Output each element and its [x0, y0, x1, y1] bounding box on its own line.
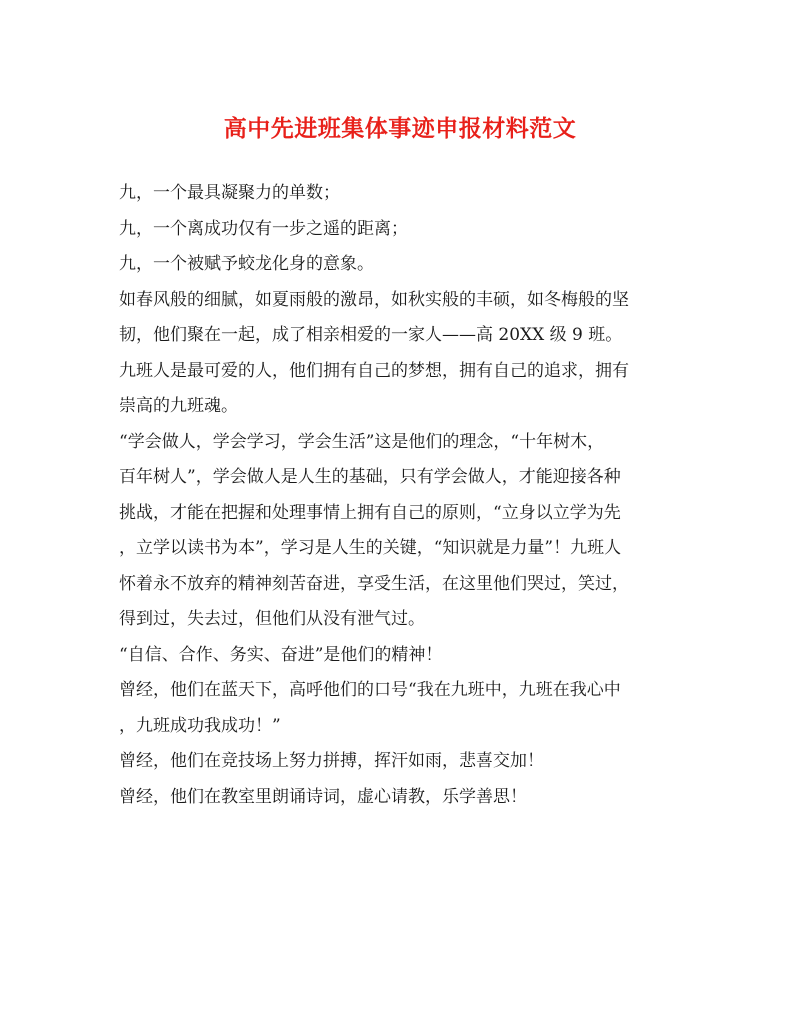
text-line: 挑战，才能在把握和处理事情上拥有自己的原则，“立身以立学为先	[119, 502, 621, 523]
text-line: “学会做人，学会学习，学会生活”这是他们的理念，“十年树木，	[119, 431, 605, 452]
text-line: 九，一个离成功仅有一步之遥的距离；	[119, 218, 408, 239]
text-line: ，九班成功我成功！”	[119, 715, 281, 736]
text-line: 曾经，他们在蓝天下，高呼他们的口号“我在九班中，九班在我心中	[119, 680, 621, 700]
text-line: 得到过，失去过，但他们从没有泄气过。	[119, 609, 425, 629]
document-body	[119, 176, 689, 815]
text-line: “自信、合作、务实、奋进”是他们的精神！	[119, 644, 443, 665]
text-line: 如春风般的细腻，如夏雨般的激昂，如秋实般的丰硕，如冬梅般的坚	[119, 289, 629, 310]
text-line: 怀着永不放弃的精神刻苦奋进，享受生活，在这里他们哭过，笑过，	[119, 573, 629, 594]
text-line: ，立学以读书为本”，学习是人生的关键，“知识就是力量”！九班人	[119, 538, 622, 558]
document-title: 高中先进班集体事迹申报材料范文	[223, 115, 577, 142]
text-line: 九，一个最具凝聚力的单数；	[119, 183, 340, 203]
text-line: 韧，他们聚在一起，成了相亲相爱的一家人——高 20XX 级 9 班。	[119, 325, 623, 345]
text-line: 曾经，他们在竞技场上努力拼搏，挥汗如雨，悲喜交加！	[119, 751, 544, 771]
text-line: 九班人是最可爱的人，他们拥有自己的梦想，拥有自己的追求，拥有	[119, 360, 629, 381]
text-line: 曾经，他们在教室里朗诵诗词，虚心请教，乐学善思！	[119, 786, 527, 807]
text-line: 崇高的九班魂。	[119, 396, 238, 416]
text-line: 九，一个被赋予蛟龙化身的意象。	[119, 254, 374, 274]
text-line: 百年树人”，学会做人是人生的基础，只有学会做人，才能迎接各种	[119, 467, 621, 487]
